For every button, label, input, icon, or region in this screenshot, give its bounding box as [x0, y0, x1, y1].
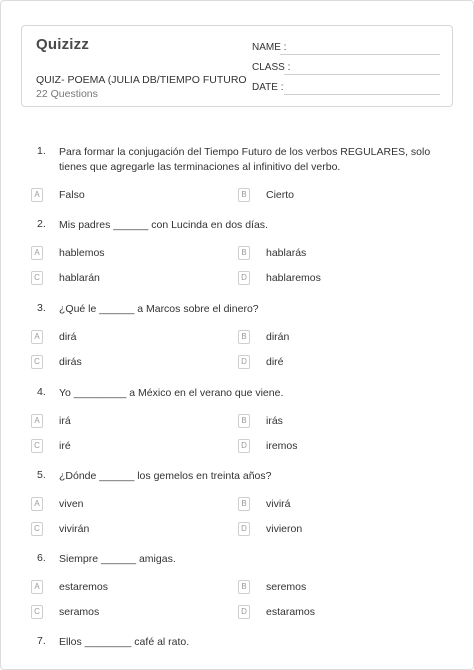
date-line: [284, 94, 440, 95]
name-line: [280, 54, 440, 55]
question-number: 5.: [37, 469, 46, 481]
option-letter: B: [238, 497, 250, 511]
question-number: 3.: [37, 302, 46, 314]
option-text: vivirá: [266, 498, 291, 510]
name-label: NAME :: [252, 42, 287, 53]
option-text: iremos: [266, 440, 298, 452]
option-text: seremos: [266, 581, 307, 593]
question-text: Mis padres ______ con Lucinda en dos días.: [59, 219, 268, 231]
option-text: viven: [59, 498, 84, 510]
option-text: hablaremos: [266, 272, 321, 284]
question-text: Siempre ______ amigas.: [59, 553, 176, 565]
option-letter: B: [238, 414, 250, 428]
class-field[interactable]: [252, 62, 290, 73]
option-text: hablarás: [266, 247, 307, 259]
option-text: vivieron: [266, 523, 303, 535]
question-count: 22 Questions: [36, 88, 98, 100]
option-text: dirán: [266, 331, 290, 343]
option-text: hablemos: [59, 247, 105, 259]
quiz-title: QUIZ- POEMA (JULIA DB/TIEMPO FUTURO: [36, 74, 247, 86]
question-text: Ellos ________ café al rato.: [59, 636, 190, 648]
option-letter: B: [238, 330, 250, 344]
option-letter: D: [238, 605, 250, 619]
option-letter: C: [31, 271, 43, 285]
quizizz-logo: Quizizz: [36, 36, 90, 53]
option-letter: A: [31, 497, 43, 511]
option-letter: D: [238, 522, 250, 536]
option-text: vivirán: [59, 523, 90, 535]
option-letter: B: [238, 580, 250, 594]
option-text: dirás: [59, 356, 82, 368]
question-number: 1.: [37, 145, 46, 157]
date-field[interactable]: [252, 82, 283, 93]
question-number: 4.: [37, 386, 46, 398]
question-text: ¿Dónde ______ los gemelos en treinta años?: [59, 470, 272, 482]
date-label: DATE :: [252, 82, 284, 93]
worksheet-header: [21, 25, 453, 107]
option-text: irá: [59, 415, 71, 427]
option-text: irás: [266, 415, 283, 427]
option-letter: C: [31, 355, 43, 369]
option-letter: A: [31, 414, 43, 428]
option-letter: A: [31, 188, 43, 202]
question-number: 6.: [37, 552, 46, 564]
question-number: 2.: [37, 218, 46, 230]
option-letter: D: [238, 271, 250, 285]
option-letter: D: [238, 439, 250, 453]
option-letter: C: [31, 522, 43, 536]
option-letter: C: [31, 605, 43, 619]
question-text: Yo _________ a México en el verano que viene.: [59, 387, 284, 399]
option-letter: A: [31, 330, 43, 344]
question-text: ¿Qué le ______ a Marcos sobre el dinero?: [59, 303, 259, 315]
question-number: 7.: [37, 635, 46, 647]
option-text: estaramos: [266, 606, 316, 618]
class-label: CLASS :: [252, 62, 291, 73]
option-text: Cierto: [266, 189, 295, 201]
option-letter: A: [31, 246, 43, 260]
question-text: Para formar la conjugación del Tiempo Futuro de los verbos REGULARES, solo tienes que agregarle las terminaciones al infinitivo del verbo.: [59, 146, 431, 173]
option-text: hablarán: [59, 272, 100, 284]
class-line: [284, 74, 440, 75]
option-text: estaremos: [59, 581, 109, 593]
option-text: diré: [266, 356, 284, 368]
option-letter: D: [238, 355, 250, 369]
option-text: seramos: [59, 606, 100, 618]
option-letter: C: [31, 439, 43, 453]
option-letter: A: [31, 580, 43, 594]
option-letter: B: [238, 246, 250, 260]
option-text: dirá: [59, 331, 77, 343]
option-letter: B: [238, 188, 250, 202]
option-text: iré: [59, 440, 71, 452]
option-text: Falso: [59, 189, 85, 201]
name-field[interactable]: [252, 42, 286, 53]
